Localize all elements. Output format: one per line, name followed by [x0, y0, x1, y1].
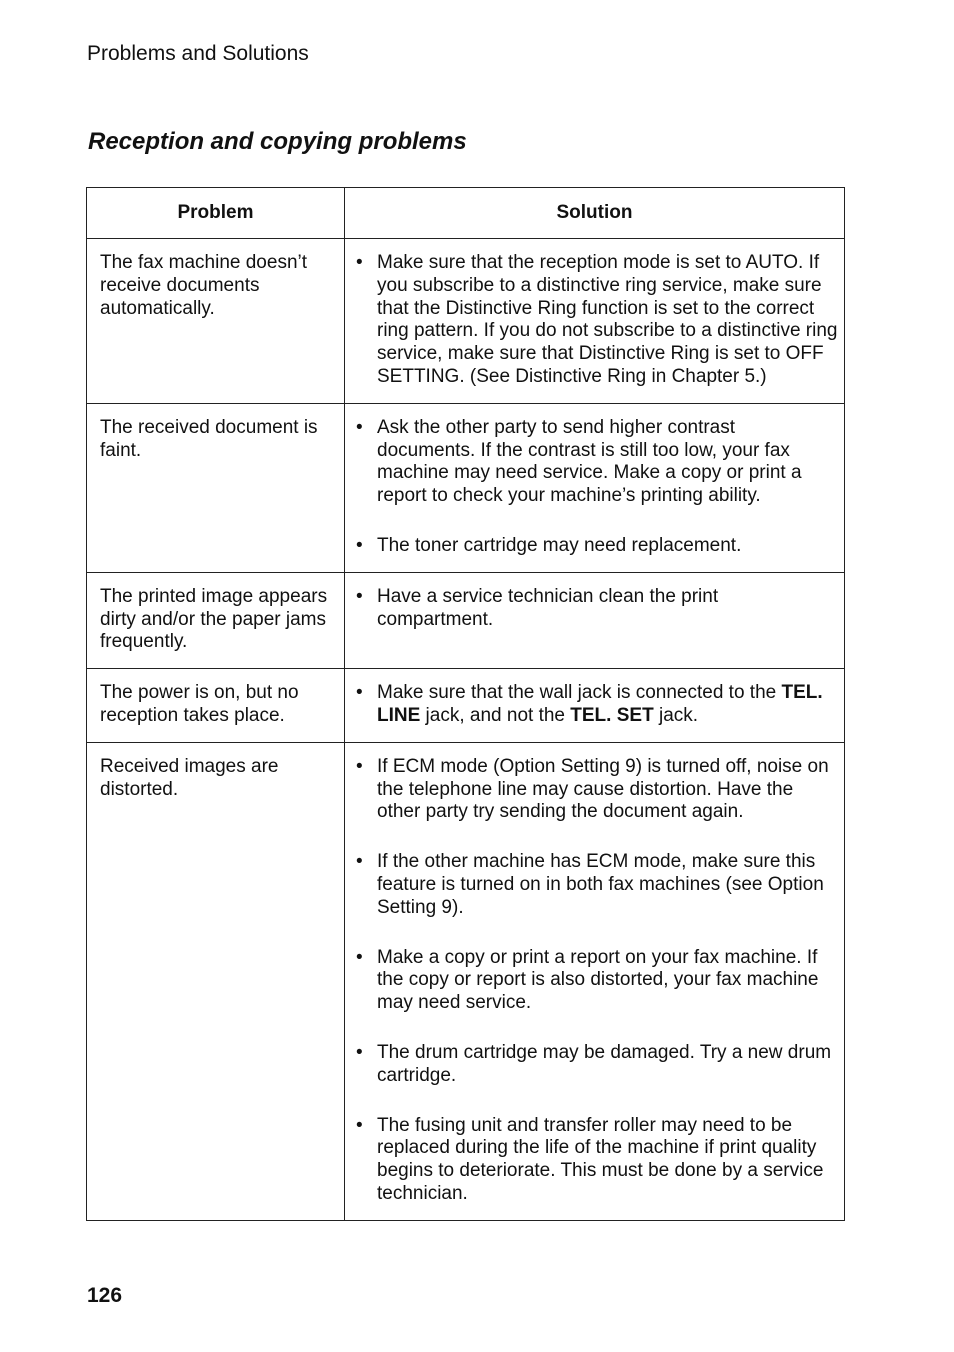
solution-item: [356, 682, 838, 728]
bullet-icon: •: [356, 1041, 363, 1063]
problem-cell: The power is on, but no reception takes place.: [87, 669, 345, 743]
table-row: [87, 572, 845, 668]
solution-text: Ask the other party to send higher contrast documents. If the contrast is still too low, your fax machine may need service. Make a copy or print a report to check your machine’s printing ability.: [377, 416, 802, 507]
table-row: [87, 742, 845, 1220]
solution-item: [356, 1115, 838, 1206]
solution-text: The drum cartridge may be damaged. Try a new drum cartridge.: [377, 1041, 832, 1086]
solution-text: Make a copy or print a report on your fax machine. If the copy or report is also distorted, your fax machine may need service.: [377, 946, 819, 1014]
solution-text: Make sure that the reception mode is set to AUTO. If you subscribe to a distinctive ring service, make sure that the Distinctive Ring function is set to the correct ring pattern. If you do not subscribe to a distinctive ring service, make sure that Distinctive Ring is set to OFF SETTING. (See Distinctive Ring in Chapter 5.): [377, 252, 838, 387]
solution-item: [356, 417, 838, 508]
bullet-icon: •: [356, 755, 363, 777]
tel-line-label: TEL. LINE: [377, 682, 823, 726]
solution-text: The toner cartridge may need replacement.: [377, 534, 742, 556]
solution-text-part: jack.: [653, 704, 699, 726]
problem-cell: The fax machine doesn’t receive documents automatically.: [87, 239, 345, 404]
solution-text-part: Make sure that the wall jack is connected to the: [377, 682, 782, 704]
section-title: Reception and copying problems: [88, 128, 467, 155]
bullet-icon: •: [356, 946, 363, 968]
solution-cell: [345, 239, 845, 404]
bullet-icon: •: [356, 252, 363, 273]
column-header-problem: Problem: [87, 188, 345, 239]
tel-set-label: TEL. SET: [570, 704, 654, 726]
bullet-icon: •: [356, 682, 363, 704]
bullet-icon: •: [356, 851, 363, 873]
table-row: [87, 239, 845, 404]
solution-item: [356, 947, 838, 1015]
bullet-icon: •: [356, 585, 363, 607]
solution-item: [356, 1042, 838, 1088]
solution-text: Have a service technician clean the print compartment.: [377, 585, 719, 630]
solution-text: The fusing unit and transfer roller may need to be replaced during the life of the machine if print quality begins to deteriorate. This must be done by a service technician.: [377, 1114, 824, 1204]
solution-item: [356, 252, 838, 389]
page-number: 126: [87, 1284, 123, 1307]
bullet-icon: •: [356, 416, 363, 438]
problem-cell: Received images are distorted.: [87, 742, 345, 1220]
running-header: Problems and Solutions: [87, 42, 309, 65]
solution-text: If ECM mode (Option Setting 9) is turned off, noise on the telephone line may cause distortion. Have the other party try sending the document again.: [377, 755, 829, 823]
column-header-solution: Solution: [345, 188, 845, 239]
table-row: [87, 669, 845, 743]
problems-table: [86, 187, 845, 1221]
solution-text-part: jack, and not the: [420, 704, 571, 726]
solution-item: [356, 851, 838, 919]
table-header-row: [87, 188, 845, 239]
problem-cell: The printed image appears dirty and/or the paper jams frequently.: [87, 572, 345, 668]
solution-text: If the other machine has ECM mode, make sure this feature is turned on in both fax machines (see Option Setting 9).: [377, 851, 824, 918]
solution-item: [356, 756, 838, 824]
solution-item: [356, 586, 838, 632]
table-row: [87, 403, 845, 572]
solution-cell: [345, 572, 845, 668]
solution-cell: [345, 669, 845, 743]
problem-cell: The received document is faint.: [87, 403, 345, 572]
solution-item: [356, 535, 838, 558]
solution-cell: [345, 742, 845, 1220]
solution-text: [377, 682, 838, 728]
bullet-icon: •: [356, 1114, 363, 1136]
solution-cell: [345, 403, 845, 572]
bullet-icon: •: [356, 534, 363, 556]
